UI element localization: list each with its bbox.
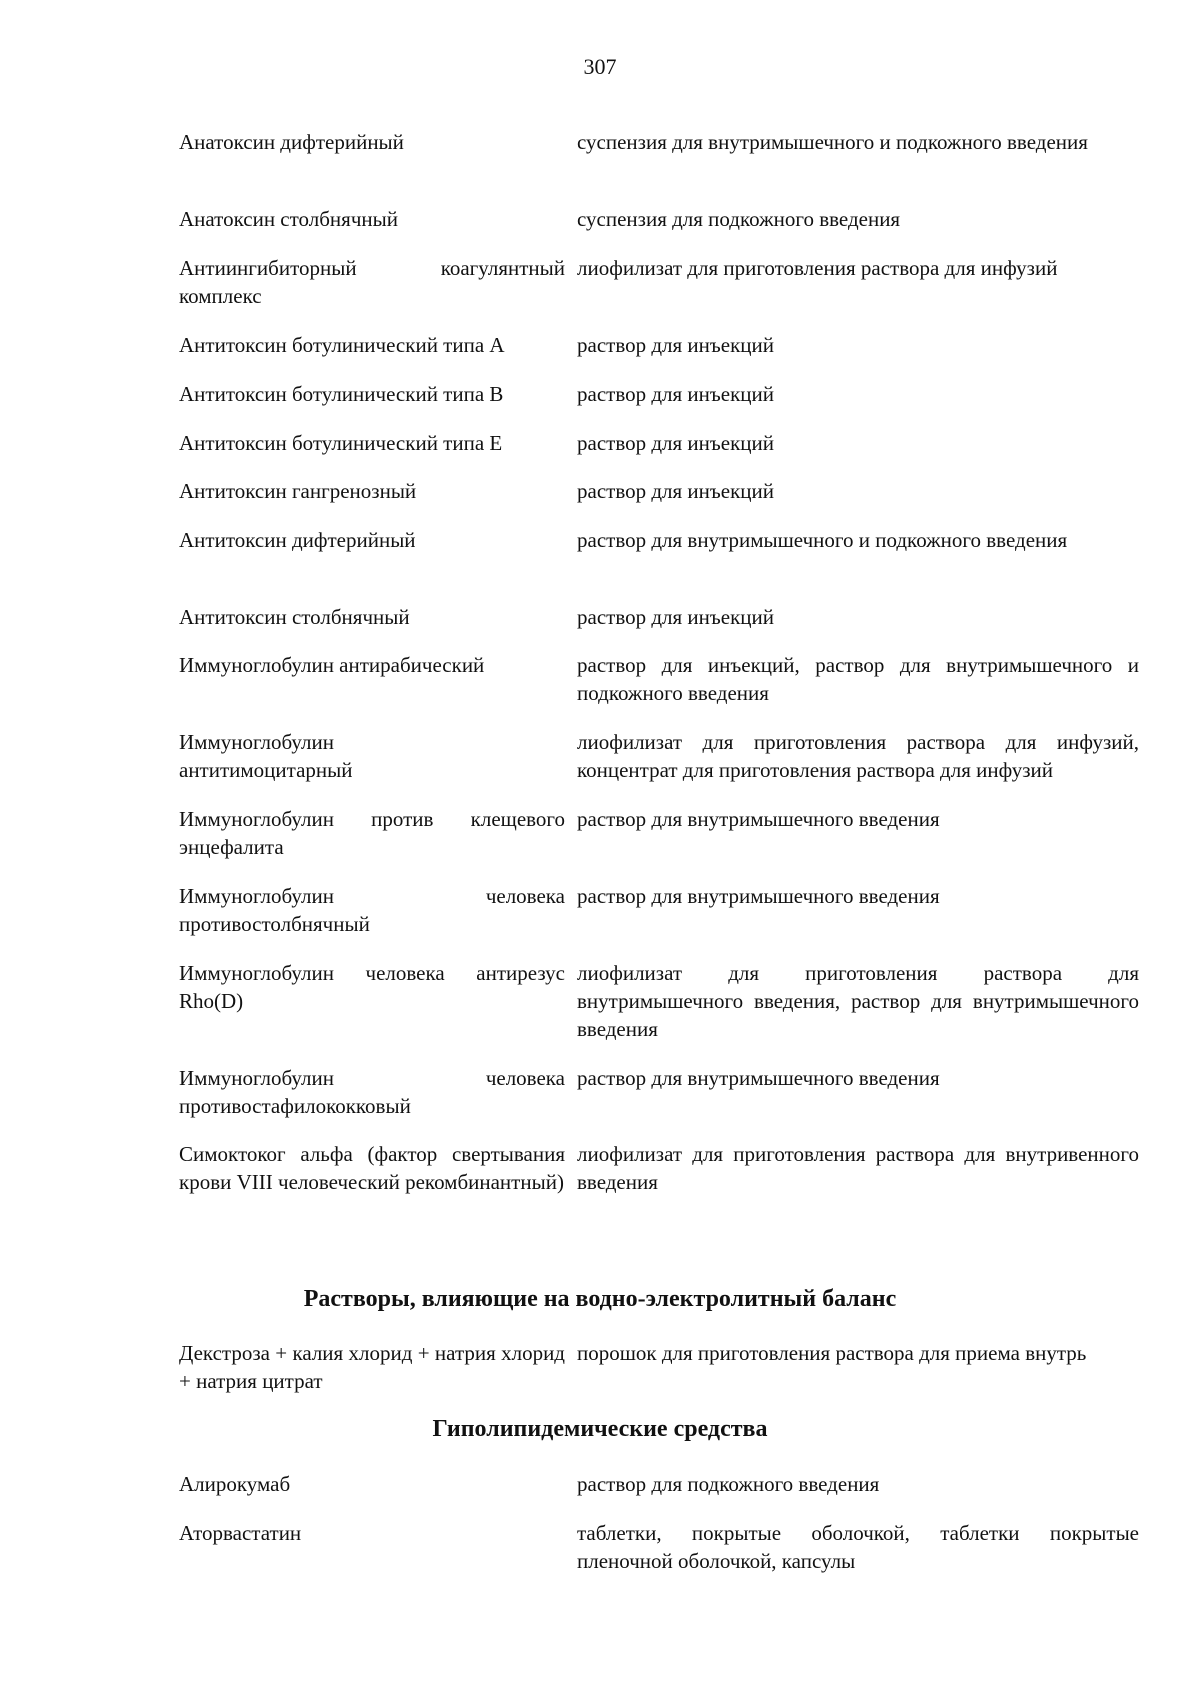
- dosage-form: лиофилизат для приготовления раствора для внутримышечного введения, раствор для внутримышечного введения: [577, 961, 1139, 1041]
- drug-name: Анатоксин столбнячный: [179, 207, 398, 231]
- drug-name: Иммуноглобулин против клещевого энцефалита: [179, 807, 565, 859]
- dosage-form: раствор для инъекций: [577, 431, 774, 455]
- drug-name: Аторвастатин: [179, 1521, 302, 1545]
- dosage-form: лиофилизат для приготовления раствора для внутривенного введения: [577, 1142, 1139, 1194]
- drug-name: Антитоксин дифтерийный: [179, 528, 416, 552]
- drug-name: Антитоксин ботулинический типа В: [179, 382, 504, 406]
- drug-name: Антитоксин столбнячный: [179, 605, 410, 629]
- drug-name: Антиингибиторный коагулянтный комплекс: [179, 256, 565, 308]
- page-number: 307: [583, 54, 617, 79]
- dosage-form: порошок для приготовления раствора для приема внутрь: [577, 1341, 1087, 1365]
- list-item: [179, 651, 1139, 705]
- list-item: [179, 477, 1139, 505]
- dosage-form: лиофилизат для приготовления раствора для инфузий, концентрат для приготовления раствора для инфузий: [577, 730, 1139, 782]
- list-item: [179, 205, 1139, 233]
- drug-name: Антитоксин гангренозный: [179, 479, 417, 503]
- dosage-form: суспензия для подкожного введения: [577, 207, 901, 231]
- list-item: [179, 1339, 1139, 1395]
- drug-name: Декстроза + калия хлорид + натрия хлорид + натрия цитрат: [179, 1341, 565, 1393]
- drug-name: Иммуноглобулин антитимоцитарный: [179, 730, 353, 782]
- drug-name: Антитоксин ботулинический типа А: [179, 333, 505, 357]
- dosage-form: раствор для внутримышечного введения: [577, 807, 940, 831]
- drug-name: Алирокумаб: [179, 1472, 291, 1496]
- list-item: [179, 526, 1139, 554]
- drug-name: Иммуноглобулин антирабический: [179, 653, 485, 677]
- list-item: [179, 1519, 1139, 1573]
- dosage-form: лиофилизат для приготовления раствора для инфузий: [577, 256, 1058, 280]
- dosage-form: раствор для инъекций, раствор для внутримышечного и подкожного введения: [577, 653, 1139, 705]
- dosage-form: раствор для инъекций: [577, 479, 774, 503]
- drug-name: Антитоксин ботулинический типа Е: [179, 431, 503, 455]
- dosage-form: раствор для подкожного введения: [577, 1472, 880, 1496]
- drug-name: Иммуноглобулин человека антирезус Rho(D): [179, 961, 565, 1013]
- list-item: [179, 805, 1139, 861]
- list-item: [179, 882, 1139, 938]
- drug-name: Иммуноглобулин человека противостолбнячный: [179, 884, 565, 936]
- dosage-form: суспензия для внутримышечного и подкожного введения: [577, 130, 1088, 154]
- list-item: [179, 1140, 1139, 1196]
- list-item: [179, 728, 1139, 784]
- dosage-form: раствор для внутримышечного и подкожного введения: [577, 528, 1068, 552]
- dosage-form: раствор для инъекций: [577, 605, 774, 629]
- dosage-form: раствор для внутримышечного введения: [577, 884, 940, 908]
- section-heading: Гиполипидемические средства: [432, 1416, 768, 1442]
- section-heading: Растворы, влияющие на водно-электролитный баланс: [303, 1286, 897, 1312]
- list-item: [179, 1064, 1139, 1120]
- list-item: [179, 429, 1139, 457]
- list-item: [179, 603, 1139, 631]
- dosage-form: раствор для внутримышечного введения: [577, 1066, 940, 1090]
- dosage-form: таблетки, покрытые оболочкой, таблетки покрытые пленочной оболочкой, капсулы: [577, 1521, 1139, 1573]
- dosage-form: раствор для инъекций: [577, 382, 774, 406]
- drug-name: Симоктоког альфа (фактор свертывания крови VIII человеческий рекомбинантный): [179, 1142, 565, 1194]
- drug-name: Иммуноглобулин человека противостафилококковый: [179, 1066, 565, 1118]
- list-item: [179, 380, 1139, 408]
- list-item: [179, 1470, 1139, 1498]
- dosage-form: раствор для инъекций: [577, 333, 774, 357]
- list-item: [179, 128, 1139, 156]
- list-item: [179, 331, 1139, 359]
- list-item: [179, 959, 1139, 1041]
- list-item: [179, 254, 1139, 310]
- drug-name: Анатоксин дифтерийный: [179, 130, 404, 154]
